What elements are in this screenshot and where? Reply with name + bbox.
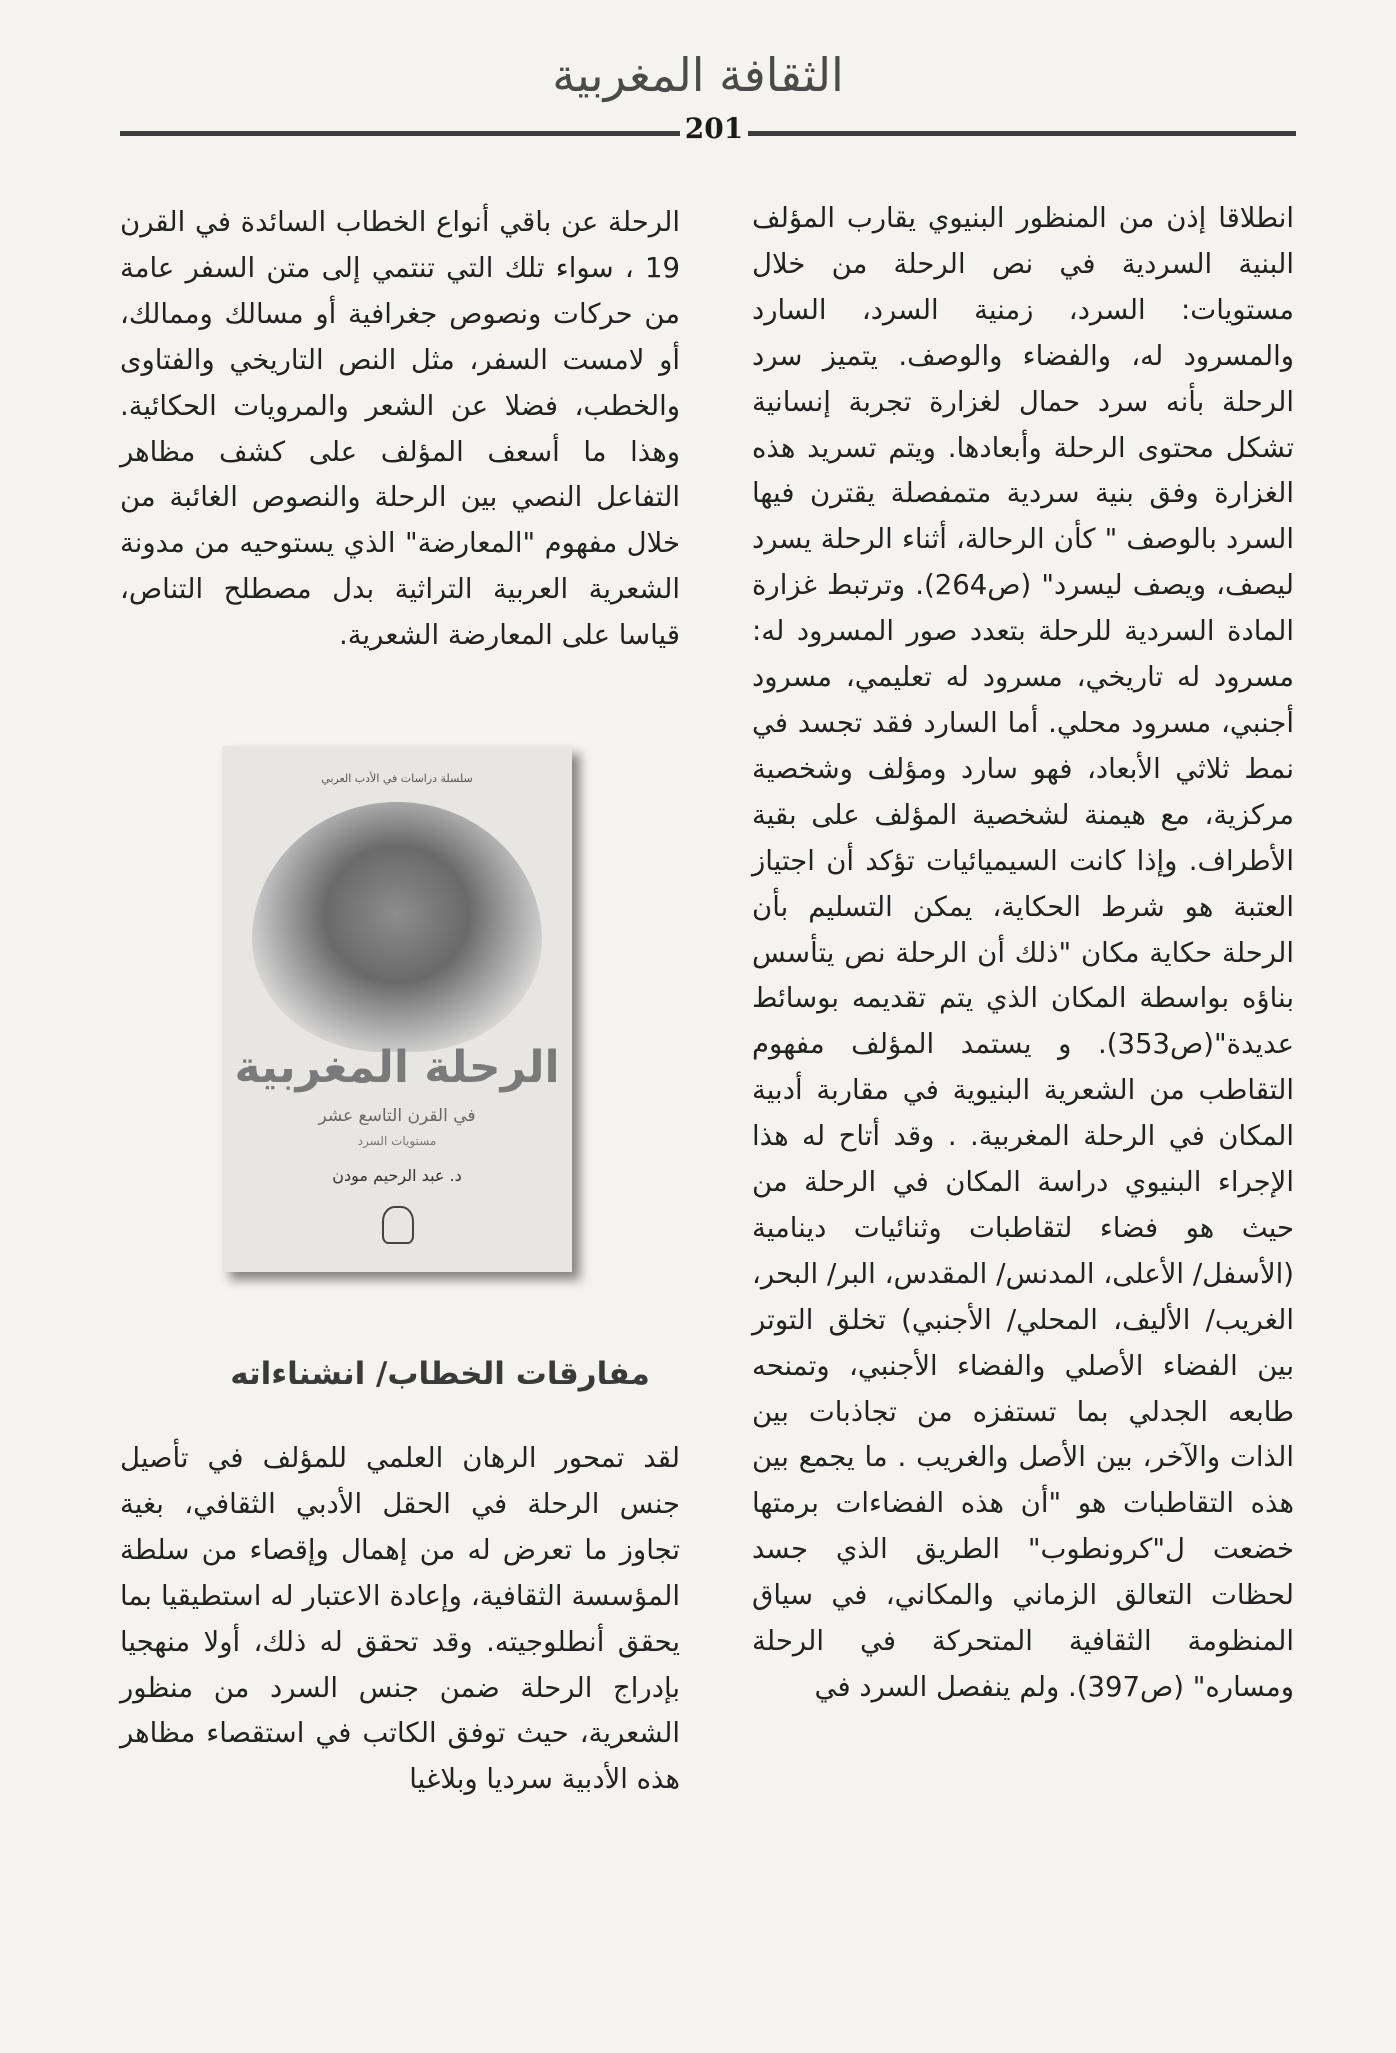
header-rule-right — [748, 131, 1296, 136]
right-column-paragraph: انطلاقا إذن من المنظور البنيوي يقارب المؤلف البنية السردية في نص الرحلة من خلال مستويات: السرد، زمنية السرد، السارد والمسرود له، والفضاء والوصف. يتميز سرد الرحلة بأنه سرد حمال لغزارة تجربة إنسانية تشكل محتوى الرحلة وأبعادها. ويتم تسريد هذه الغزارة وفق بنية سردية متمفصلة يقترن فيها السرد بالوصف " كأن الرحالة، أثناء الرحلة يسرد ليصف، ويصف ليسرد" (ص264). وترتبط غزارة المادة السردية للرحلة بتعدد صور المسرود له: مسرود له تاريخي، مسرود له تعليمي، مسرود أجنبي، مسرود محلي. أما السارد فقد تجسد في نمط ثلاثي الأبعاد، فهو سارد ومؤلف وشخصية مركزية، مع هيمنة لشخصية المؤلف على بقية الأطراف. وإذا كانت السيميائيات تؤكد أن اجتياز العتبة هو شرط الحكاية، يمكن التسليم بأن الرحلة حكاية مكان "ذلك أن الرحلة نص يتأسس بناؤه بواسطة المكان الذي يتم تقديمه بوسائط عديدة"(ص353). و يستمد المؤلف مفهوم التقاطب من الشعرية البنيوية في مقاربة أدبية المكان في الرحلة المغربية. . وقد أتاح له هذا الإجراء البنيوي دراسة المكان في الرحلة من حيث هو فضاء لتقاطبات وثنائيات دينامية (الأسفل/ الأعلى، المدنس/ المقدس، البر/ البحر، الغريب/ الأليف، المحلي/ الأجنبي) تخلق التوتر بين الفضاء الأصلي والفضاء الأجنبي، وتمنحه طابعه الجدلي بما تستفزه من تجاذبات بين الذات والآخر، بين الأصل والغريب . ما يجمع بين هذه التقاطبات هو "أن هذه الفضاءات برمتها خضعت ل"كرونطوب" الطريق الذي جسد لحظات التعالق الزماني والمكاني، في سياق المنظومة الثقافية المتحركة في الرحلة ومساره" (ص397). ولم ينفصل السرد في — [752, 202, 1294, 1703]
left-column-top — [120, 200, 680, 659]
page-number: 201 — [684, 112, 744, 145]
book-author: د. عبد الرحيم مودن — [332, 1166, 462, 1185]
section-heading: مفارقات الخطاب/ انشناءاته — [230, 1356, 650, 1392]
left-column-paragraph-bottom: لقد تمحور الرهان العلمي للمؤلف في تأصيل جنس الرحلة في الحقل الأدبي الثقافي، بغية تجاوز ما تعرض له من إهمال وإقصاء من سلطة المؤسسة الثقافية، وإعادة الاعتبار له استطيقيا بما يحقق أنطلوجيته. وقد تحقق له ذلك، أولا منهجيا بإدراج الرحلة ضمن جنس السرد من منظور الشعرية، حيث توفق الكاتب في استقصاء مظاهر هذه الأدبية سرديا وبلاغيا — [120, 1442, 680, 1796]
book-cover-image — [222, 746, 572, 1272]
journal-title: الثقافة المغربية — [552, 48, 844, 102]
book-illustration — [252, 802, 542, 1052]
left-column-paragraph-top: الرحلة عن باقي أنواع الخطاب السائدة في القرن 19 ، سواء تلك التي تنتمي إلى متن السفر عامة من حركات ونصوص جغرافية أو مسالك وممالك، أو لامست السفر، مثل النص التاريخي والفتاوى والخطب، فضلا عن الشعر والمرويات الحكائية. وهذا ما أسعف المؤلف على كشف مظاهر التفاعل النصي بين الرحلة والنصوص الغائبة من خلال مفهوم "المعارضة" الذي يستوحيه من مدونة الشعرية العربية التراثية بدل مصطلح التناص، قياسا على المعارضة الشعرية. — [120, 206, 680, 652]
book-series-label: سلسلة دراسات في الأدب العربي — [321, 772, 473, 785]
right-column — [752, 196, 1294, 1711]
book-title: الرحلة المغربية — [234, 1042, 560, 1093]
header-rule-left — [120, 131, 680, 136]
book-subtitle: في القرن التاسع عشر — [318, 1106, 476, 1126]
left-column-bottom — [120, 1436, 680, 1803]
publisher-logo-icon — [382, 1206, 414, 1244]
book-subtitle-secondary: مستويات السرد — [357, 1134, 437, 1148]
